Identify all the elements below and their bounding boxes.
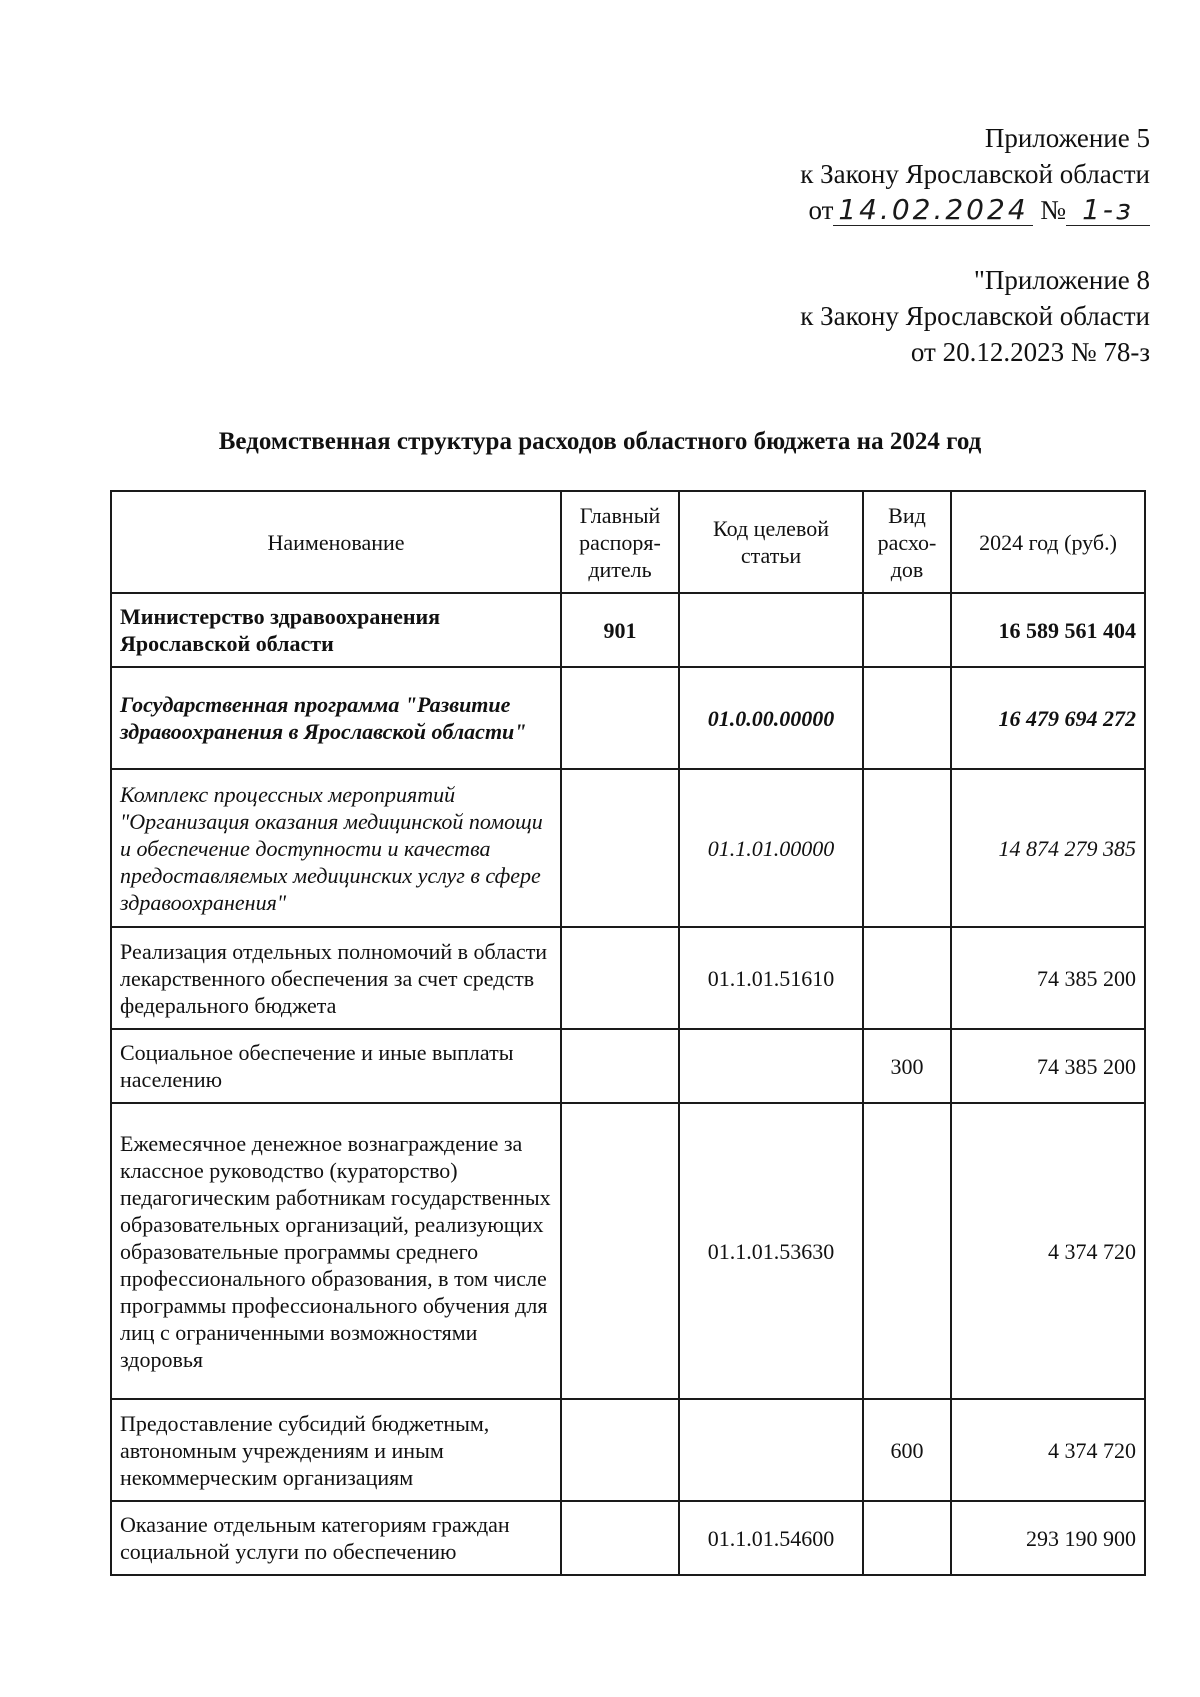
- appendix-line-2: к Закону Ярославской области: [800, 159, 1150, 189]
- appendix-line-1: Приложение 5: [984, 123, 1150, 153]
- row-code: 01.1.01.51610: [679, 927, 863, 1029]
- reference-line-3: от 20.12.2023 № 78-з: [910, 337, 1150, 367]
- table-row: [111, 1399, 1145, 1501]
- row-amount: 4 374 720: [951, 1399, 1145, 1501]
- row-code: 01.0.00.00000: [679, 667, 863, 769]
- row-name: Социальное обеспечение и иные выплаты населению: [111, 1029, 561, 1103]
- row-code: 01.1.01.53630: [679, 1103, 863, 1399]
- document-title: Ведомственная структура расходов областного бюджета на 2024 год: [218, 428, 982, 455]
- row-type: 600: [863, 1399, 951, 1501]
- row-name: Государственная программа "Развитие здравоохранения в Ярославской области": [111, 667, 561, 769]
- row-manager: [561, 927, 679, 1029]
- row-amount: 293 190 900: [951, 1501, 1145, 1575]
- row-type: [863, 593, 951, 667]
- row-amount: 74 385 200: [951, 927, 1145, 1029]
- table-row: [111, 1029, 1145, 1103]
- row-amount: 4 374 720: [951, 1103, 1145, 1399]
- handwritten-date: 14.02.2024: [833, 195, 1033, 226]
- appendix-date-line: [800, 192, 1150, 228]
- row-manager: [561, 1501, 679, 1575]
- number-prefix: №: [1040, 195, 1066, 225]
- row-code: 01.1.01.54600: [679, 1501, 863, 1575]
- row-code: [679, 593, 863, 667]
- table-row: [111, 769, 1145, 927]
- row-amount: 14 874 279 385: [951, 769, 1145, 927]
- row-code: 01.1.01.00000: [679, 769, 863, 927]
- table-row: [111, 927, 1145, 1029]
- reference-header: [800, 262, 1150, 370]
- column-header-manager: Главный распоря-дитель: [561, 491, 679, 593]
- row-manager: [561, 769, 679, 927]
- row-manager: [561, 1029, 679, 1103]
- table-row: [111, 1501, 1145, 1575]
- handwritten-number: 1-з: [1066, 195, 1150, 226]
- reference-line-2: к Закону Ярославской области: [800, 301, 1150, 331]
- row-type: [863, 667, 951, 769]
- table-header-row: [111, 491, 1145, 593]
- row-type: [863, 1501, 951, 1575]
- row-manager: [561, 1103, 679, 1399]
- row-name: Ежемесячное денежное вознаграждение за классное руководство (кураторство) педагогическим работникам государственных образовательных организаций, реализующих образовательные программы среднего профессионального образования, в том числе программы профессионального обучения для лиц с ограниченными возможностями здоровья: [111, 1103, 561, 1399]
- row-name: Комплекс процессных мероприятий "Организация оказания медицинской помощи и обеспечение доступности и качества предоставляемых медицинских услуг в сфере здравоохранения": [111, 769, 561, 927]
- table-row: [111, 667, 1145, 769]
- column-header-amount: 2024 год (руб.): [951, 491, 1145, 593]
- table-row: [111, 1103, 1145, 1399]
- row-name: Предоставление субсидий бюджетным, автономным учреждениям и иным некоммерческим организациям: [111, 1399, 561, 1501]
- column-header-code: Код целевой статьи: [679, 491, 863, 593]
- row-manager: 901: [561, 593, 679, 667]
- appendix-header: [800, 120, 1150, 228]
- row-name: Реализация отдельных полномочий в области лекарственного обеспечения за счет средств федерального бюджета: [111, 927, 561, 1029]
- table-row: [111, 593, 1145, 667]
- row-name: Министерство здравоохранения Ярославской области: [111, 593, 561, 667]
- row-type: [863, 769, 951, 927]
- row-amount: 74 385 200: [951, 1029, 1145, 1103]
- row-type: 300: [863, 1029, 951, 1103]
- row-type: [863, 927, 951, 1029]
- row-manager: [561, 1399, 679, 1501]
- row-code: [679, 1029, 863, 1103]
- date-prefix: от: [808, 195, 834, 225]
- row-code: [679, 1399, 863, 1501]
- row-name: Оказание отдельным категориям граждан социальной услуги по обеспечению: [111, 1501, 561, 1575]
- column-header-type: Вид расхо-дов: [863, 491, 951, 593]
- row-amount: 16 589 561 404: [951, 593, 1145, 667]
- budget-table: [110, 490, 1146, 1576]
- row-amount: 16 479 694 272: [951, 667, 1145, 769]
- column-header-name: Наименование: [111, 491, 561, 593]
- row-manager: [561, 667, 679, 769]
- row-type: [863, 1103, 951, 1399]
- reference-line-1: "Приложение 8: [973, 265, 1150, 295]
